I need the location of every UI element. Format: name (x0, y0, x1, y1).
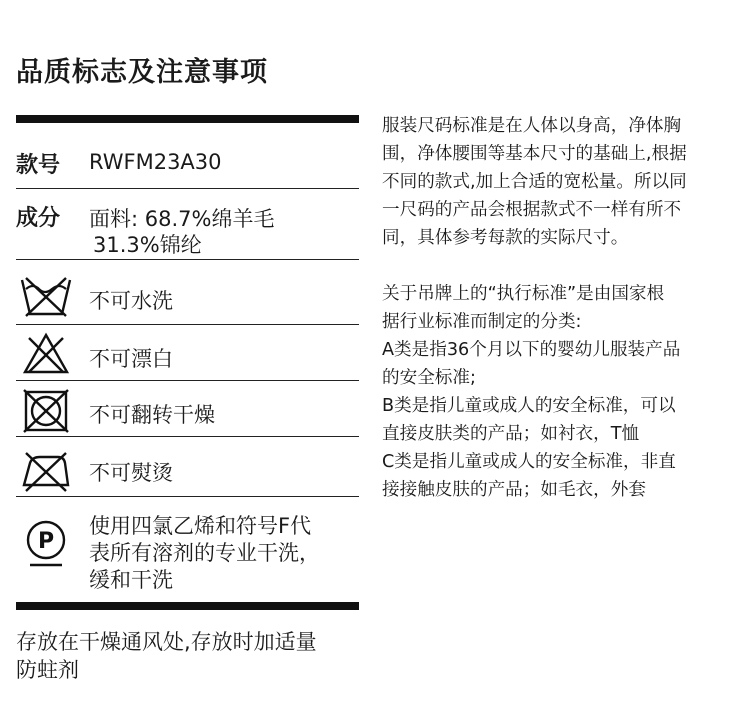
divider (16, 436, 359, 437)
storage-line: 防蛀剂 (16, 658, 79, 682)
no-iron-icon (20, 447, 72, 493)
style-no-label: 款号 (16, 153, 61, 178)
standard-note-line: B类是指儿童或成人的安全标准，可以 (382, 396, 676, 416)
dry-clean-line: 表所有溶剂的专业干洗， (89, 541, 320, 565)
composition-line-1: 面料: 68.7%绵羊毛 (89, 207, 275, 231)
standard-note-line: 关于吊牌上的“执行标准”是由国家根 (382, 284, 665, 304)
dry-clean-line: 使用四氯乙烯和符号F代 (89, 514, 312, 538)
standard-note (382, 280, 734, 504)
standard-note-line: C类是指儿童或成人的安全标准，非直 (382, 452, 676, 472)
storage-note (16, 628, 376, 684)
divider (16, 380, 359, 381)
dry-clean-p-icon (24, 519, 68, 571)
composition-line-2: 31.3%锦纶 (93, 233, 202, 257)
divider (16, 259, 359, 260)
care-no-iron: 不可熨烫 (89, 461, 173, 485)
dry-clean-symbol: P (37, 529, 55, 554)
size-note-line: 围，净体腰围等基本尺寸的基础上,根据 (382, 144, 687, 164)
care-dry-clean (89, 513, 357, 594)
standard-note-line: 据行业标准而制定的分类: (382, 312, 582, 332)
size-note-line: 服装尺码标准是在人体以身高，净体胸 (382, 116, 682, 136)
style-no-value: RWFM23A30 (89, 150, 222, 174)
standard-note-line: 接接触皮肤的产品；如毛衣，外套 (382, 480, 646, 500)
no-tumble-dry-icon (20, 389, 72, 433)
size-note (382, 112, 734, 252)
divider (16, 496, 359, 497)
care-no-tumble-dry: 不可翻转干燥 (89, 403, 215, 427)
standard-note-line: 的安全标准; (382, 368, 476, 388)
storage-line: 存放在干燥通风处,存放时加适量 (16, 630, 317, 654)
size-note-line: 不同的款式,加上合适的宽松量。所以同 (382, 172, 687, 192)
divider (16, 188, 359, 189)
divider (16, 324, 359, 325)
divider-thick-bottom (16, 602, 359, 610)
no-wash-icon (20, 274, 72, 320)
size-note-line: 同，具体参考每款的实际尺寸。 (382, 228, 629, 248)
standard-note-line: A类是指36个月以下的婴幼儿服装产品 (382, 340, 681, 360)
care-no-wash: 不可水洗 (89, 289, 173, 313)
size-note-line: 一尺码的产品会根据款式不一样有所不 (382, 200, 682, 220)
page-title: 品质标志及注意事项 (16, 57, 268, 88)
no-bleach-icon (20, 332, 72, 376)
dry-clean-line: 缓和干洗 (89, 568, 173, 592)
divider-thick-top (16, 115, 359, 123)
care-no-bleach: 不可漂白 (89, 347, 173, 371)
standard-note-line: 直接皮肤类的产品；如衬衣，T恤 (382, 424, 640, 444)
composition-label: 成分 (16, 206, 61, 231)
